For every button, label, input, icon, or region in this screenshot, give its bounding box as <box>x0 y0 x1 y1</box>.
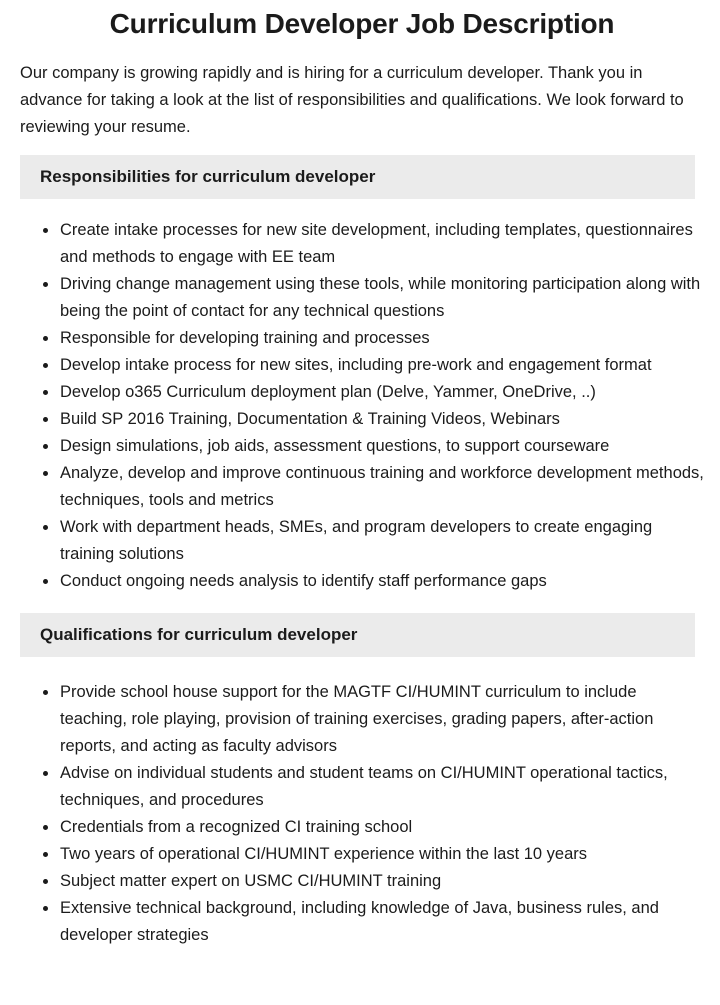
list-item: Analyze, develop and improve continuous training and workforce development methods, techniques, tools and metrics <box>60 460 704 514</box>
list-item: Provide school house support for the MAGTF CI/HUMINT curriculum to include teaching, role playing, provision of training exercises, grading papers, after-action reports, and acting as faculty advisors <box>60 679 704 760</box>
list-item: Driving change management using these tools, while monitoring participation along with being the point of contact for any technical questions <box>60 271 704 325</box>
section-qualifications <box>20 613 704 949</box>
list-item: Develop intake process for new sites, including pre-work and engagement format <box>60 352 704 379</box>
list-item: Credentials from a recognized CI training school <box>60 814 704 841</box>
list-item: Develop o365 Curriculum deployment plan (Delve, Yammer, OneDrive, ..) <box>60 379 704 406</box>
list-item: Responsible for developing training and processes <box>60 325 704 352</box>
section-responsibilities <box>20 155 704 595</box>
list-item: Create intake processes for new site development, including templates, questionnaires and methods to engage with EE team <box>60 217 704 271</box>
section-heading-responsibilities: Responsibilities for curriculum developer <box>20 155 695 199</box>
qualifications-list <box>20 679 704 949</box>
list-item: Build SP 2016 Training, Documentation & Training Videos, Webinars <box>60 406 704 433</box>
list-item: Extensive technical background, including knowledge of Java, business rules, and developer strategies <box>60 895 704 949</box>
list-item: Subject matter expert on USMC CI/HUMINT training <box>60 868 704 895</box>
responsibilities-list <box>20 217 704 595</box>
page-title: Curriculum Developer Job Description <box>109 8 615 39</box>
list-item: Advise on individual students and student teams on CI/HUMINT operational tactics, techniques, and procedures <box>60 760 704 814</box>
section-heading-qualifications: Qualifications for curriculum developer <box>20 613 695 657</box>
intro-paragraph: Our company is growing rapidly and is hiring for a curriculum developer. Thank you in advance for taking a look at the list of responsibilities and qualifications. We look forward to reviewing your resume. <box>20 64 684 136</box>
list-item: Conduct ongoing needs analysis to identify staff performance gaps <box>60 568 704 595</box>
list-item: Design simulations, job aids, assessment questions, to support courseware <box>60 433 704 460</box>
job-description-document <box>0 2 720 969</box>
list-item: Two years of operational CI/HUMINT experience within the last 10 years <box>60 841 704 868</box>
list-item: Work with department heads, SMEs, and program developers to create engaging training solutions <box>60 514 704 568</box>
